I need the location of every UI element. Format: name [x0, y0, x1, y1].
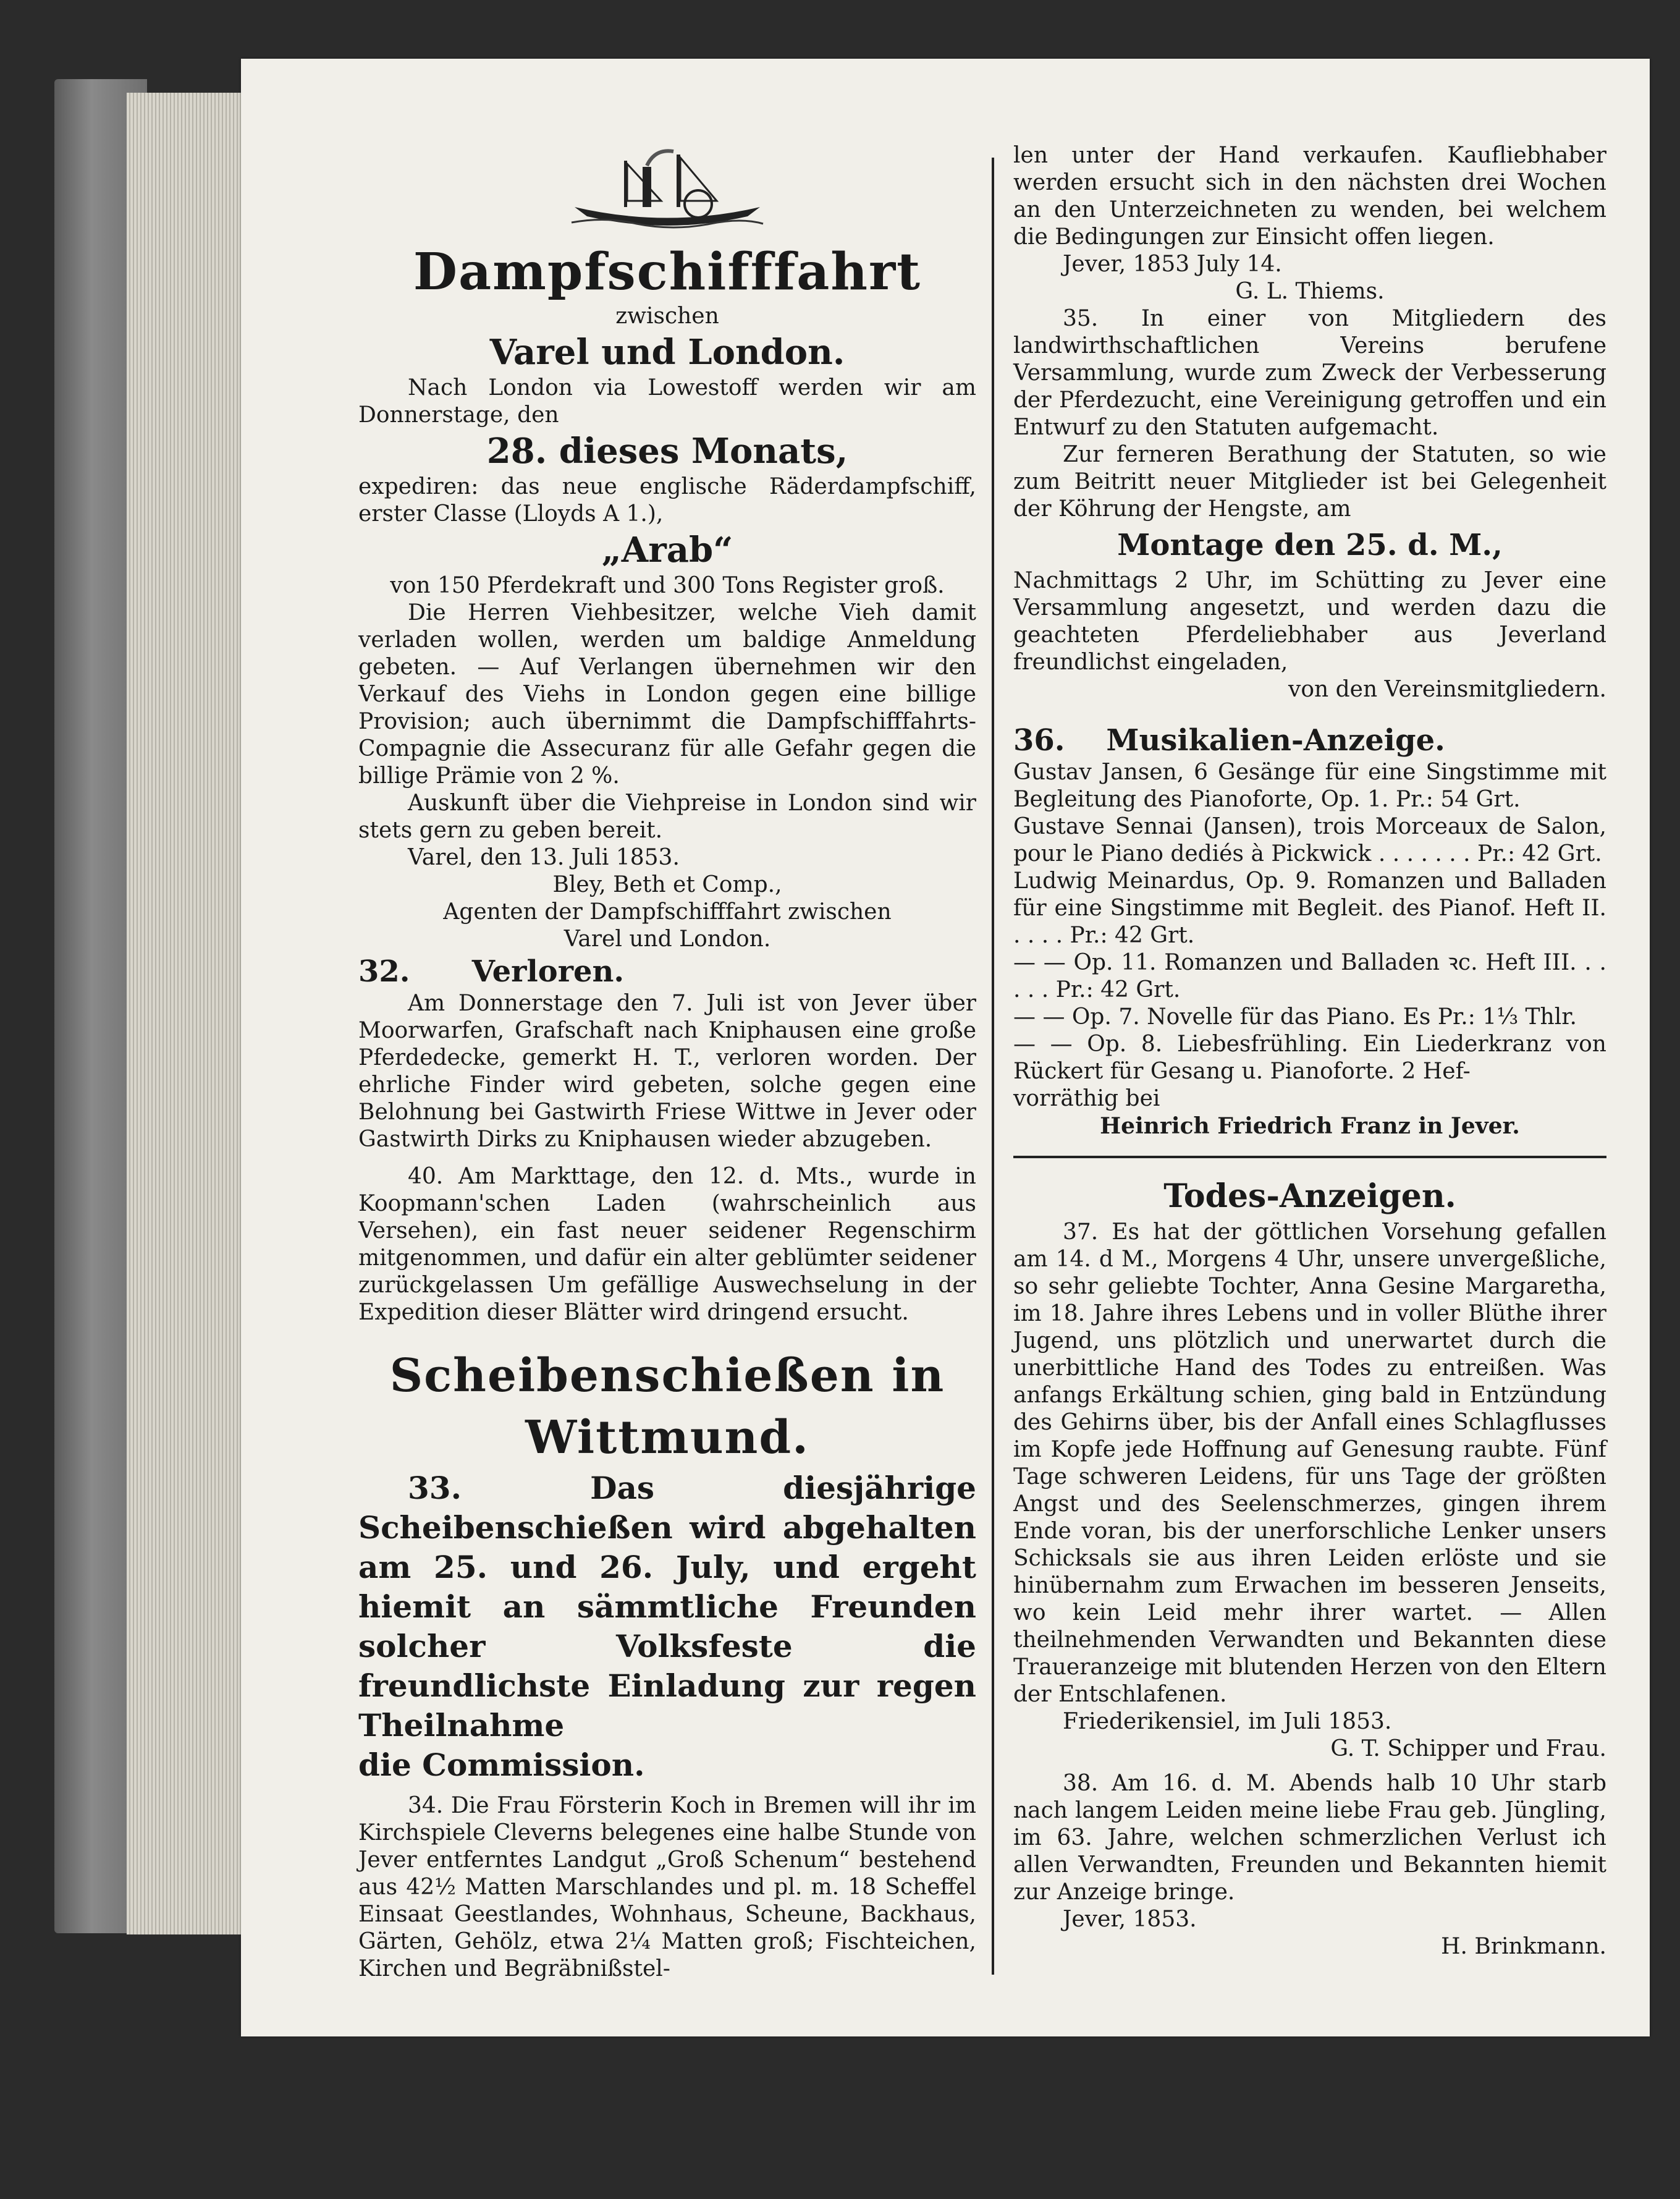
ad-text: Auskunft über die Viehpreise in London sind wir stets gern zu geben bereit. — [358, 790, 976, 843]
meeting-date: Montage den 25. d. M., — [1117, 528, 1503, 562]
notice-text: Nachmittags 2 Uhr, im Schütting zu Jever eine Versammlung angesetzt, und werden dazu die geachteten Pferdeliebhaber aus Jeverland freundlichst eingeladen, — [1013, 568, 1606, 675]
ad-text: Nach London via Lowestoff werden wir am Donnerstage, den — [358, 375, 976, 428]
column-divider — [992, 158, 994, 1975]
signature: G. L. Thiems. — [1235, 279, 1385, 304]
music-listing: Gustave Sennai (Jansen), trois Morceaux de Salon, pour le Piano dediés à Pickwick . . . . . . . Pr.: 42 Grt. — [1013, 814, 1606, 866]
notice-date: Friederikensiel, im Juli 1853. — [1063, 1709, 1392, 1734]
deaths-heading: Todes-Anzeigen. — [1163, 1177, 1456, 1215]
notice-heading-36 — [1013, 722, 1606, 759]
notice-text-large: 33. Das diesjährige Scheibenschießen wird abgehalten am 25. und 26. July, und ergeht hiemit an sämmtliche Freunden solcher Volksfeste die freundlichste Einladung zur regen Theilnahme — [358, 1470, 976, 1744]
right-column — [1013, 142, 1606, 1960]
notice-title: Verloren. — [471, 954, 625, 989]
left-column — [358, 142, 976, 1983]
signature: Agenten der Dampfschifffahrt zwischen — [443, 899, 892, 925]
page-edges — [127, 93, 250, 1934]
notice-text: 34. Die Frau Försterin Koch in Bremen will ihr im Kirchspiele Cleverns belegenes eine halbe Stunde von Jever entferntes Landgut „Groß Schenum“ bestehend aus 42½ Matten Marschlandes und pl. m. 18 Scheffel Einsaat Geestlandes, Wohnhaus, Scheune, Backhaus, Gärten, Gehölz, etwa 2¼ Matten groß; Fischteichen, Kirchen und Begräbnißstel- — [358, 1793, 976, 1981]
signature: H. Brinkmann. — [1441, 1934, 1606, 1959]
steamship-illustration — [568, 142, 766, 235]
notice-text: 35. In einer von Mitgliedern des landwirthschaftlichen Vereins berufene Versammlung, wurde zum Zweck der Verbesserung der Pferdezucht, eine Vereinigung getroffen und ein Entwurf zu den Statuten aufgemacht. — [1013, 306, 1606, 440]
notice-heading-32 — [358, 953, 976, 990]
section-divider — [1013, 1156, 1606, 1158]
music-listing: — — Op. 8. Liebesfrühling. Ein Liederkranz von Rückert für Gesang u. Pianoforte. 2 Hef- — [1013, 1032, 1606, 1084]
ship-name: „Arab“ — [601, 530, 733, 570]
notice-title: Musikalien-Anzeige. — [1106, 723, 1445, 758]
departure-date: 28. dieses Monats, — [486, 431, 848, 472]
notice-text: len unter der Hand verkaufen. Kaufliebhaber werden ersucht sich in den nächsten drei Wochen an den Unterzeichneten zu wenden, bei welchem die Bedingungen zur Einsicht offen liegen. — [1013, 143, 1606, 250]
notice-text: 40. Am Markttage, den 12. d. Mts., wurde in Koopmann'schen Laden (wahrscheinlich aus Versehen), ein fast neuer seidener Regenschirm mitgenommen, und dafür ein alter geblümter seidener zurückgelassen Um gefällige Auswechselung in der Expedition dieser Blätter wird dringend ersucht. — [358, 1164, 976, 1325]
music-listing: — — Op. 7. Novelle für das Piano. Es Pr.: 1⅓ Thlr. — [1013, 1004, 1577, 1030]
death-notice: 37. Es hat der göttlichen Vorsehung gefallen am 14. d M., Morgens 4 Uhr, unsere unvergeßliche, so sehr geliebte Tochter, Anna Gesine Margaretha, im 18. Jahre ihres Lebens und in voller Blüthe ihrer Jugend, uns plötzlich und unerwartet durch die unerbittliche Hand des Todes zu entreißen. Was anfangs Erkältung schien, ging bald in Entzündung des Gehirns über, bis der Anfall eines Schlagflusses im Kopfe jede Hoffnung auf Genesung raubte. Fünf Tage schweren Leidens, für uns Tage der größten Angst und des Seelenschmerzes, gingen ihrem Ende voran, bis der unerforschliche Lenker unsers Schicksals sie aus ihren Leiden erlöste und sie hinübernahm zum Erwachen im besseren Jenseits, wo kein Leid mehr ihrer wartet. — Allen theilnehmenden Verwandten und Bekannten diese Traueranzeige mit blutenden Herzen von den Eltern der Entschlafenen. — [1013, 1219, 1606, 1707]
headline-wittmund: Wittmund. — [525, 1411, 809, 1464]
signature: G. T. Schipper und Frau. — [1330, 1736, 1606, 1761]
headline-scheibenschiessen: Scheibenschießen in — [389, 1349, 945, 1402]
music-listing: vorräthig bei — [1013, 1086, 1160, 1111]
notice-date: Jever, 1853. — [1063, 1907, 1197, 1932]
notice-text: Am Donnerstage den 7. Juli ist von Jever über Moorwarfen, Grafschaft nach Kniphausen eine große Pferdedecke, gemerkt H. T., verloren worden. Der ehrliche Finder wird gebeten, solche gegen eine Belohnung bei Gastwirth Friese Wittwe in Jever oder Gastwirth Dirks zu Kniphausen wieder abzugeben. — [358, 991, 976, 1152]
ad-text: Die Herren Viehbesitzer, welche Vieh damit verladen wollen, werden um baldige Anmeldung gebeten. — Auf Verlangen übernehmen wir den Verkauf des Viehs in London gegen eine billige Provision; auch übernimmt die Dampfschifffahrts-Compagnie die Assecuranz für alle Gefahr gegen die billige Prämie von 2 %. — [358, 600, 976, 789]
ad-text: expediren: das neue englische Räderdampfschiff, erster Classe (Lloyds A 1.), — [358, 474, 976, 527]
notice-number: 36. — [1013, 723, 1065, 758]
music-listing: Gustav Jansen, 6 Gesänge für eine Singstimme mit Begleitung des Pianoforte, Op. 1. Pr.: 54 Grt. — [1013, 760, 1606, 812]
headline-dampfschifffahrt: Dampfschifffahrt — [413, 242, 922, 302]
ad-text: von 150 Pferdekraft und 300 Tons Register groß. — [390, 573, 945, 598]
music-listing: Ludwig Meinardus, Op. 9. Romanzen und Balladen für eine Singstimme mit Begleit. des Pianof. Heft II. . . . . Pr.: 42 Grt. — [1013, 868, 1606, 948]
signature: von den Vereinsmitgliedern. — [1288, 677, 1606, 702]
music-listing: — — Op. 11. Romanzen und Balladen ꝛc. Heft III. . . . . . Pr.: 42 Grt. — [1013, 950, 1606, 1002]
zwischen: zwischen — [615, 303, 719, 329]
music-seller: Heinrich Friedrich Franz in Jever. — [1100, 1113, 1520, 1139]
notice-text: Zur ferneren Berathung der Statuten, so wie zum Beitritt neuer Mitglieder ist bei Gelegenheit der Köhrung der Hengste, am — [1013, 442, 1606, 522]
signature: Bley, Beth et Comp., — [552, 872, 782, 897]
signature: Varel und London. — [564, 926, 771, 952]
signature: die Commission. — [358, 1747, 645, 1783]
ad-date: Varel, den 13. Juli 1853. — [408, 845, 680, 870]
death-notice: 38. Am 16. d. M. Abends halb 10 Uhr starb nach langem Leiden meine liebe Frau geb. Jüngling, im 63. Jahre, welchen schmerzlichen Verlust ich allen Verwandten, Freunden und Bekannten hiemit zur Anzeige bringe. — [1013, 1771, 1606, 1905]
notice-date: Jever, 1853 July 14. — [1063, 252, 1282, 277]
notice-number: 32. — [358, 954, 410, 989]
route-heading: Varel und London. — [489, 332, 845, 373]
